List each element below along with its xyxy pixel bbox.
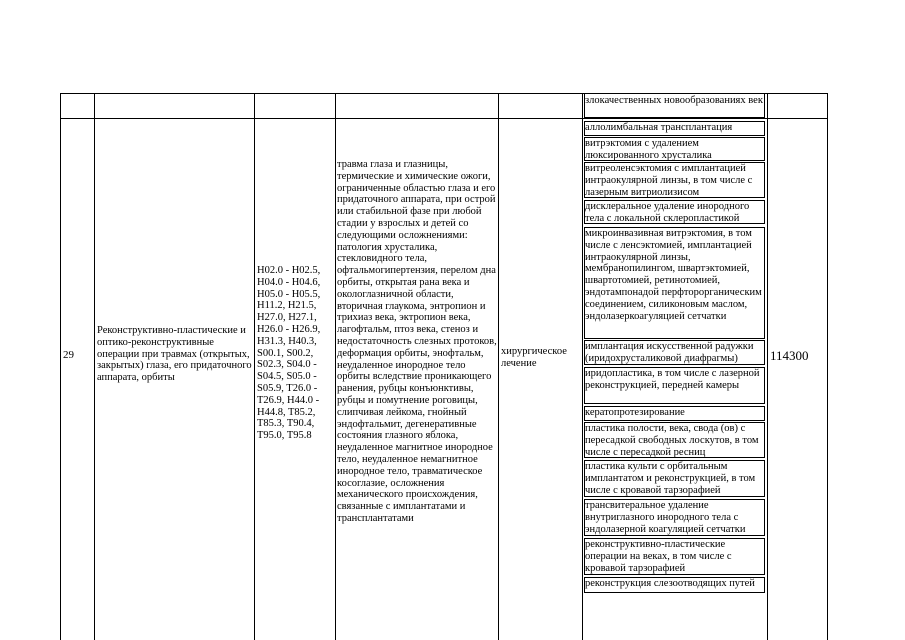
col-line-0: [60, 93, 61, 640]
col-line-3: [335, 93, 336, 640]
col-line-1: [94, 93, 95, 640]
method-item-1: аллолимбальная трансплантация: [585, 122, 733, 133]
method-item-10: пластика культи с орбитальным имплантатом и реконструкцией, в том числе с кровавой тарзорафией: [585, 461, 756, 496]
method-item-11: трансвитеральное удаление внутриглазного инородного тела с эндолазерной коагуляцией сетчатки: [585, 500, 746, 535]
method-item-6: имплантация искусственной радужки (иридохрусталиковой диафрагмы): [585, 341, 754, 364]
cost-value: 114300: [770, 348, 809, 363]
method-item-13: реконструкция слезоотводящих путей: [585, 578, 755, 589]
method-item-4: дисклеральное удаление инородного тела с локальной склеропластикой: [585, 201, 750, 224]
col-line-6: [767, 93, 768, 640]
method-item-7: иридопластика, в том числе с лазерной реконструкцией, передней камеры: [585, 368, 760, 391]
col-line-5: [582, 93, 583, 640]
method-item-3: витреоленсэктомия с имплантацией интраокулярной линзы, в том числе с лазерным витриолизисом: [585, 163, 753, 198]
row-number: 29: [63, 349, 74, 361]
service-name: Реконструктивно-пластические и оптико-реконструктивные операции при травмах (открытых, закрытых) глаза, его придаточного аппарата, орбиты: [97, 325, 252, 384]
patient-model: травма глаза и глазницы, термические и химические ожоги, ограниченные областью глаза и его придаточного аппарата, при острой или стабильной фазе при любой стадии у взрослых и детей со следующими осложнениями: патология хрусталика, стекловидного тела, офтальмогипертензия, перелом дна орбиты, открытая рана века и окологлазничной области, вторичная глаукома, энтропион и трихиаз века, эктропион века, лагофтальм, птоз века, стеноз и недостаточность слезных протоков, деформация орбиты, энофтальм, неудаленное инородное тело орбиты вследствие проникающего ранения, рубцы конъюнктивы, рубцы и помутнение роговицы, слипчивая лейкома, гнойный эндофтальмит, дегенеративные состояния глазного яблока, неудаленное магнитное инородное тело, неудаленное немагнитное инородное тело, травматическое косоглазие, осложнения механического происхождения, связанные с имплантатами и трансплантатами: [337, 159, 497, 524]
method-item-5: микроинвазивная витрэктомия, в том числе с ленсэктомией, имплантацией интраокулярной линзы, мембранопилингом, швартэктомией, швартотомией, ретинотомией, эндотампонадой перфторорганическим соединением, силиконовым маслом, эндолазеркоагуляцией сетчатки: [585, 228, 762, 322]
method-item-12: реконструктивно-пластические операции на веках, в том числе с кровавой тарзорафией: [585, 539, 732, 574]
col-line-4: [498, 93, 499, 640]
method-item-9: пластика полости, века, свода (ов) с пересадкой свободных лоскутов, в том числе с пересадкой ресниц: [585, 423, 759, 458]
col-line-2: [254, 93, 255, 640]
row-separator: [60, 118, 828, 119]
prev-method-text: злокачественных новообразованиях век: [585, 95, 763, 106]
method-item-2: витрэктомия с удалением люксированного хрусталика: [585, 138, 712, 161]
icd-codes: H02.0 - H02.5, H04.0 - H04.6, H05.0 - H05.5, H11.2, H21.5, H27.0, H27.1, H26.0 - H26.9, H31.3, H40.3, S00.1, S00.2, S02.3, S04.0 - S04.5, S05.0 - S05.9, T26.0 - T26.9, H44.0 - H44.8, T85.2, T85.3, T90.4, T95.0, T95.8: [257, 265, 321, 442]
col-line-7: [827, 93, 828, 640]
method-item-8: кератопротезирование: [585, 407, 685, 418]
treatment-type: хирургическое лечение: [501, 346, 567, 369]
